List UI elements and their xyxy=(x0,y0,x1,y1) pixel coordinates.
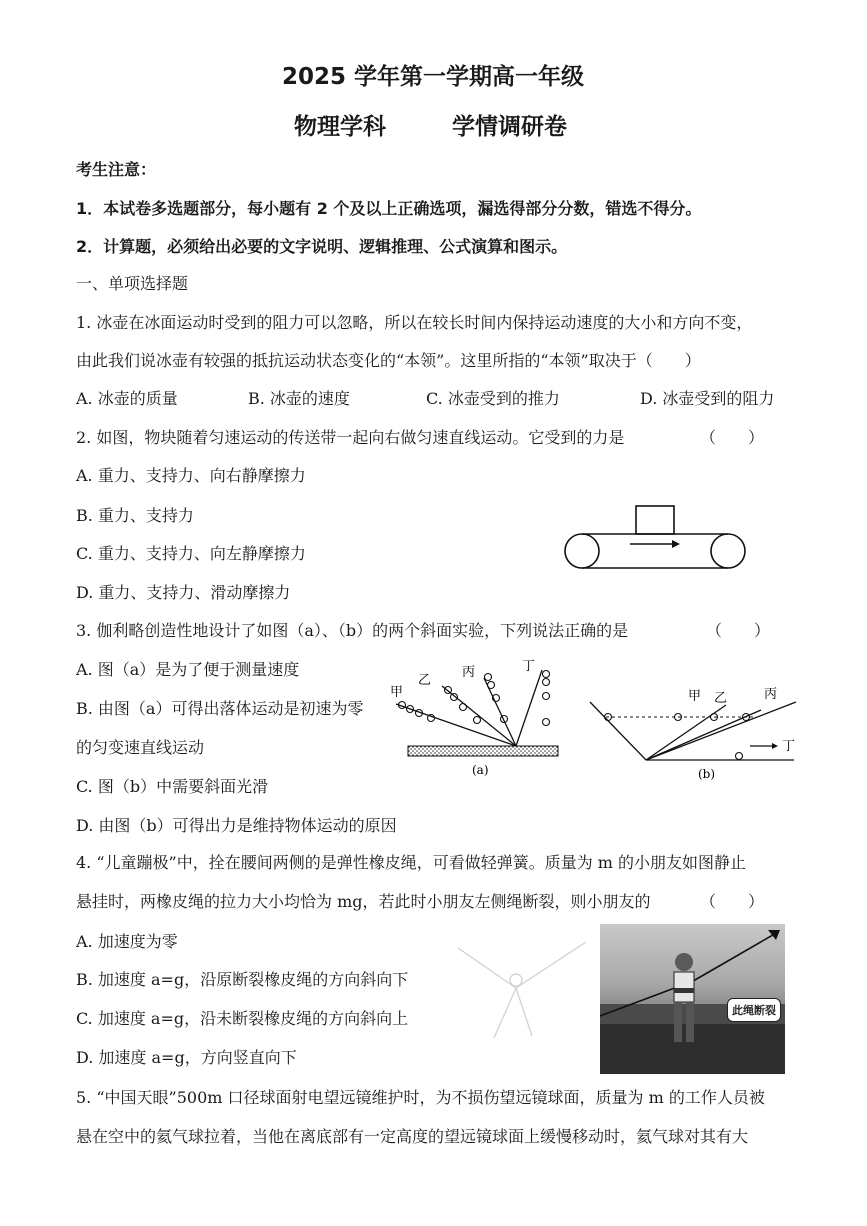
broken-rope-tag: 此绳断裂 xyxy=(727,998,781,1022)
notice-item-1: 1．本试卷多选题部分，每小题有 2 个及以上正确选项，漏选得部分分数，错选不得分。 xyxy=(76,199,702,218)
exam-type-title: 学情调研卷 xyxy=(452,114,567,140)
q4-option-b: B. 加速度 a=g，沿原断裂橡皮绳的方向斜向下 xyxy=(76,970,409,989)
q3-option-d: D. 由图（b）可得出力是维持物体运动的原因 xyxy=(76,816,397,835)
label-b-bing: 丙 xyxy=(764,687,778,702)
q1-stem-line1: 1. 冰壶在冰面运动时受到的阻力可以忽略，所以在较长时间内保持运动速度的大小和方向不变， xyxy=(76,313,753,332)
label-b-yi: 乙 xyxy=(714,691,728,706)
q3-stem: 3. 伽利略创造性地设计了如图（a）、（b）的两个斜面实验，下列说法正确的是 xyxy=(76,621,629,640)
incline-figure-a xyxy=(386,656,566,780)
q3-option-a: A. 图（a）是为了便于测量速度 xyxy=(76,660,300,679)
q3-option-b-line2: 的匀变速直线运动 xyxy=(76,738,205,757)
q4-option-a: A. 加速度为零 xyxy=(76,932,178,951)
q4-option-d: D. 加速度 a=g，方向竖直向下 xyxy=(76,1048,297,1067)
section-heading: 一、单项选择题 xyxy=(76,274,189,293)
label-b-jia: 甲 xyxy=(688,689,702,704)
q4-answer-paren: （ ） xyxy=(700,892,765,911)
q3-answer-paren: （ ） xyxy=(706,621,771,640)
q1-option-c: C. 冰壶受到的推力 xyxy=(426,389,560,408)
q2-option-b: B. 重力、支持力 xyxy=(76,506,194,525)
q2-answer-paren: （ ） xyxy=(700,428,765,447)
conveyor-belt-figure xyxy=(560,502,750,574)
q4-option-c: C. 加速度 a=g，沿未断裂橡皮绳的方向斜向上 xyxy=(76,1009,409,1028)
caption-b: (b) xyxy=(698,767,716,781)
label-a-ding: 丁 xyxy=(522,659,536,674)
label-b-ding: 丁 xyxy=(782,739,796,754)
label-a-jia: 甲 xyxy=(390,685,404,700)
q3-option-b-line1: B. 由图（a）可得出落体运动是初速为零 xyxy=(76,699,364,718)
ground xyxy=(408,746,558,756)
incline-figure-b xyxy=(586,680,801,784)
caption-a: (a) xyxy=(472,763,489,777)
q1-option-b: B. 冰壶的速度 xyxy=(248,389,350,408)
q4-stem-line1: 4. “儿童蹦极”中，拴在腰间两侧的是弹性橡皮绳，可看做轻弹簧。质量为 m 的小朋友如图静止 xyxy=(76,853,747,872)
label-a-yi: 乙 xyxy=(418,673,432,688)
q2-option-d: D. 重力、支持力、滑动摩擦力 xyxy=(76,583,291,602)
q1-option-a: A. 冰壶的质量 xyxy=(76,389,178,408)
page-title: 2025 学年第一学期高一年级 xyxy=(282,64,585,90)
q3-option-c: C. 图（b）中需要斜面光滑 xyxy=(76,777,269,796)
q5-stem-line2: 悬在空中的氦气球拉着，当他在离底部有一定高度的望远镜球面上缓慢移动时，氦气球对其有大 xyxy=(76,1127,749,1146)
label-a-bing: 丙 xyxy=(462,665,476,680)
q2-option-a: A. 重力、支持力、向右静摩擦力 xyxy=(76,466,306,485)
q4-stem-line2: 悬挂时，两橡皮绳的拉力大小均恰为 mg，若此时小朋友左侧绳断裂，则小朋友的 xyxy=(76,892,651,911)
q2-option-c: C. 重力、支持力、向左静摩擦力 xyxy=(76,544,306,563)
right-roller xyxy=(711,534,745,568)
faint-sketch xyxy=(454,934,594,1046)
q5-stem-line1: 5. “中国天眼”500m 口径球面射电望远镜维护时，为不损伤望远镜球面，质量为 m 的工作人员被 xyxy=(76,1088,765,1107)
q2-stem: 2. 如图，物块随着匀速运动的传送带一起向右做匀速直线运动。它受到的力是 xyxy=(76,428,625,447)
q1-stem-line2: 由此我们说冰壶有较强的抵抗运动状态变化的“本领”。这里所指的“本领”取决于（ ） xyxy=(76,351,701,370)
bungee-photo xyxy=(600,924,785,1074)
notice-item-2: 2．计算题，必须给出必要的文字说明、逻辑推理、公式演算和图示。 xyxy=(76,237,568,256)
q1-option-d: D. 冰壶受到的阻力 xyxy=(640,389,775,408)
notice-heading: 考生注意： xyxy=(76,160,157,179)
subject-title: 物理学科 xyxy=(294,114,386,140)
left-roller xyxy=(565,534,599,568)
block xyxy=(636,506,674,534)
